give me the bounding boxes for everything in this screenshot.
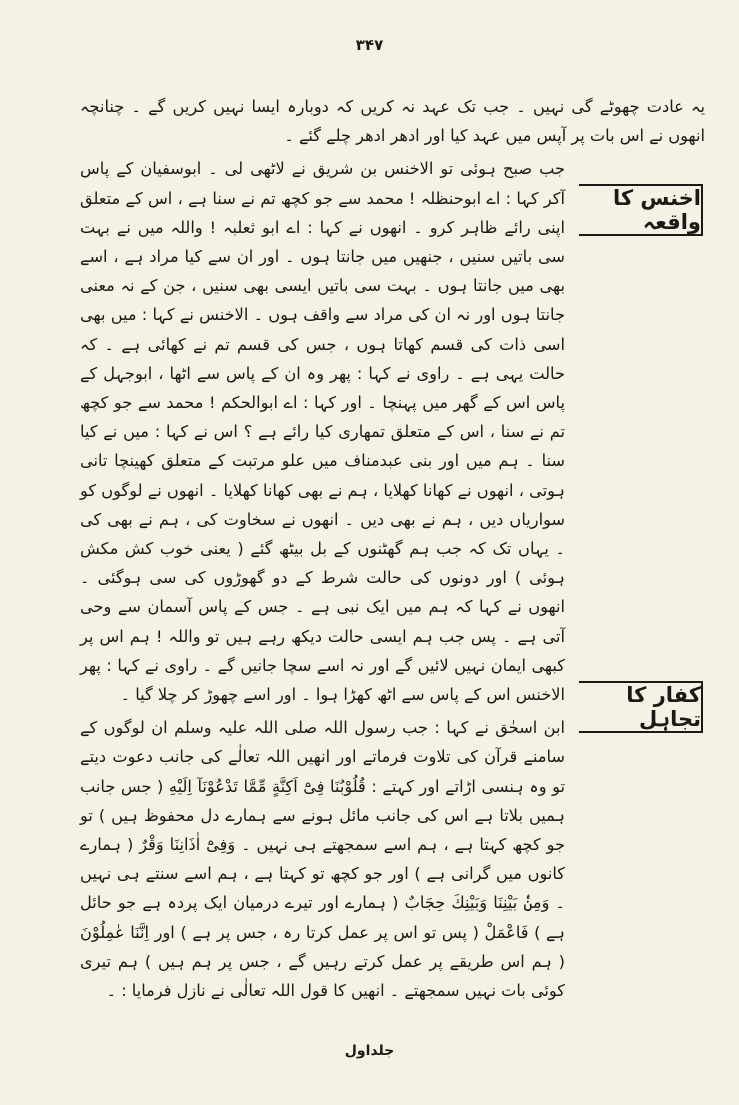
page-number: ۳۴۷ xyxy=(355,36,384,54)
paragraph: جب صبح ہوئی تو الاخنس بن شریق نے لاٹھی لی ۔ ابوسفیان کے پاس آکر کہا : اے ابوحنظلہ ! محمد سے جو کچھ تم نے سنا ہے ، اس کے متعلق اپنی رائے ظاہر کرو ۔ انھوں نے کہا : اے ابو ثعلبہ ! واللہ میں نے بہت سی باتیں سنیں ، جنھیں میں جانتا ہوں ۔ اور ان سے کیا مراد ہے ، اسے بھی میں جانتا ہوں ۔ بہت سی باتیں ایسی بھی سنیں ، جن کے نہ معنی جانتا ہوں اور نہ ان کی مراد سے واقف ہوں ۔ الاخنس نے کہا : میں بھی اسی ذات کی قسم کھاتا ہوں ، جس کی قسم تم نے کھائی ہے ۔ کہ حالت یہی ہے ۔ راوی نے کہا : پھر وہ ان کے پاس سے اٹھا ، ابوجہل کے پاس اس کے گھر میں پہنچا ۔ اور کہا : اے ابوالحکم ! محمد سے جو کچھ تم نے سنا ، اس کے متعلق تمھاری کیا رائے ہے ؟ اس نے کہا : میں نے کیا سنا ۔ ہم میں اور بنی عبدمناف میں علو مرتبت کے متعلق کھینچا تانی ہوتی ، انھوں نے کھانا کھلایا ، ہم نے بھی کھانا کھلایا ۔ انھوں نے لوگوں کو سواریاں دیں ، ہم نے بھی دیں ۔ انھوں نے سخاوت کی ، ہم نے بھی کی ۔ یہاں تک کہ جب ہم گھٹنوں کے بل بیٹھ گئے ( یعنی خوب کش مکش ہوئی ) اور دونوں کی حالت شرط کے دو گھوڑوں کی سی ہوگئی ۔ انھوں نے کہا کہ ہم میں ایک نبی ہے ۔ جس کے پاس آسمان سے وحی آتی ہے ۔ پس جب ہم ایسی حالت دیکھ رہے ہیں تو واللہ ! ہم اس پر کبھی ایمان نہیں لائیں گے اور نہ اسے سچا جانیں گے ۔ راوی نے کہا : پھر الاخنس اس کے پاس سے اٹھ کھڑا ہوا ۔ اور اسے چھوڑ کر چلا گیا ۔ xyxy=(80,159,565,705)
body-text xyxy=(80,92,705,1005)
side-heading-kuffar: کفار کا تجاہل xyxy=(579,681,703,733)
volume-label: جلداول xyxy=(344,1043,395,1059)
paragraph: یہ عادت چھوٹے گی نہیں ۔ جب تک عہد نہ کریں کہ دوبارہ ایسا نہیں کریں گے ۔ چنانچہ انھوں نے اس بات پر آپس میں عہد کیا اور ادھر ادھر چلے گئے ۔ xyxy=(80,97,705,146)
paragraph: ابن اسحٰق نے کہا : جب رسول اللہ صلی اللہ علیہ وسلم ان لوگوں کے سامنے قرآن کی تلاوت فرماتے اور انھیں اللہ تعالٰے کی جانب دعوت دیتے تو وہ ہنسی اڑاتے اور کہتے : قُلُوْبُنَا فِیْٓ اَکِنَّةٍ مِّمَّا تَدْعُوْنَآ اِلَیْهِ ( جس جانب ہمیں بلاتا ہے اس کی جانب مائل ہونے سے ہمارے دل محفوظ ہیں ) تو جو کچھ کہتا ہے ، ہم اسے سمجھتے ہی نہیں ۔ وَفِیْٓ اٰذَانِنَا وَقْرٌ ( ہمارے کانوں میں گرانی ہے ) اور جو کچھ تو کہتا ہے ، ہم اسے سنتے ہی نہیں ۔ وَمِنْۢ بَیْنِنَا وَبَیْنِكَ حِجَابٌ ( ہمارے اور تیرے درمیان ایک پردہ ہے جو حائل ہے ) فَاعْمَلْ ( پس تو اس پر عمل کرتا رہ ، جس پر ہے ) اور اِنَّنَا عٰمِلُوْنَ ( ہم اس طریقے پر عمل کرتے رہیں گے ، جس پر ہم ہیں ) ہم تیری کوئی بات نہیں سمجھتے ۔ انھیں کا قول اللہ تعالٰی نے نازل فرمایا : ۔ xyxy=(80,718,565,1001)
side-heading-akhnas: اخنس کا واقعہ xyxy=(579,184,703,236)
